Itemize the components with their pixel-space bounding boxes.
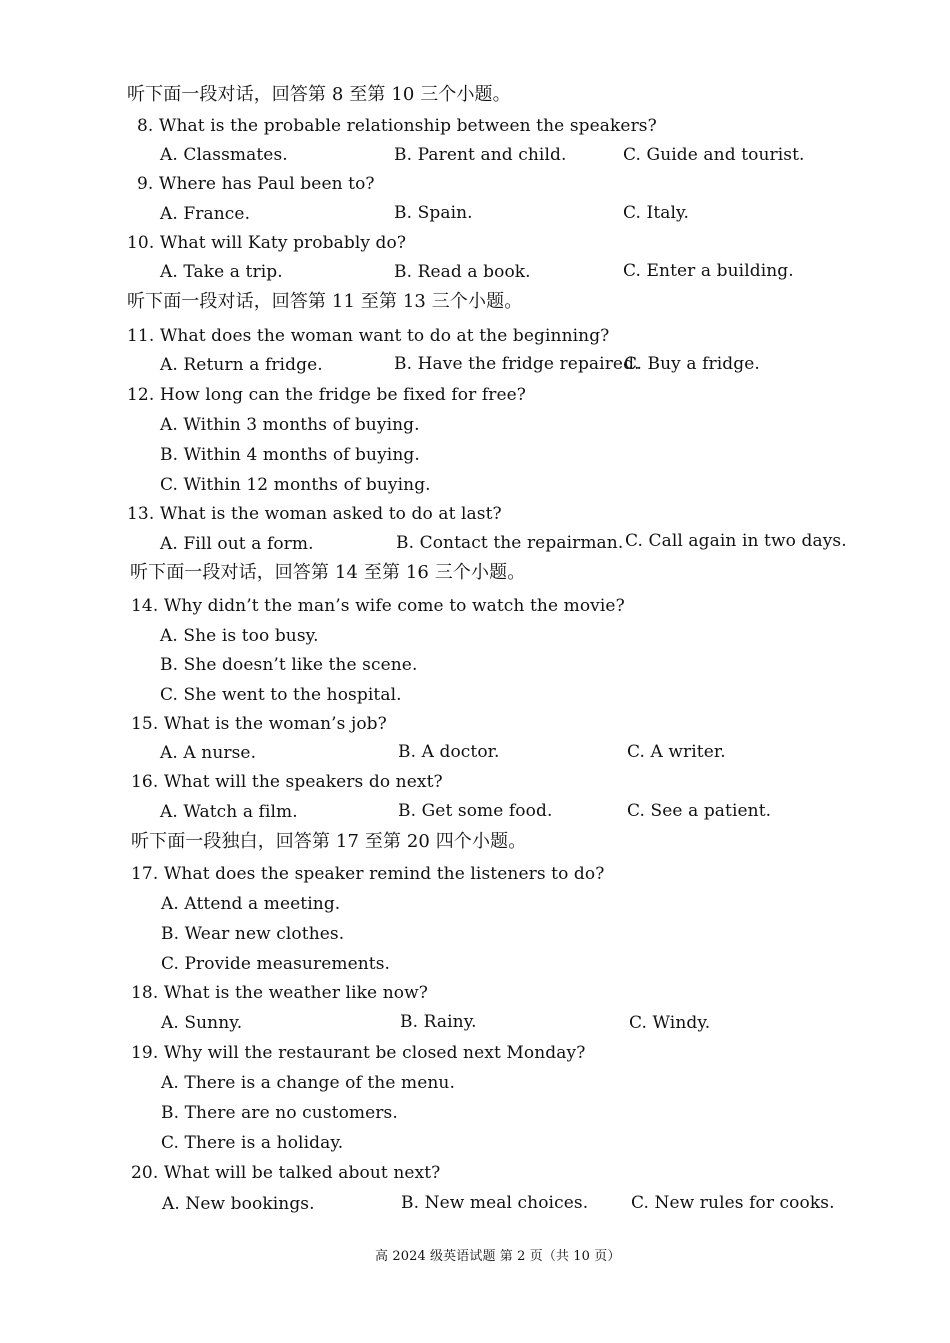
option-a: A. Attend a meeting. bbox=[161, 894, 341, 914]
option-b: B. Rainy. bbox=[400, 1012, 477, 1032]
option-c: C. See a patient. bbox=[627, 801, 772, 821]
option-c: C. Call again in two days. bbox=[625, 531, 847, 551]
option-a: A. Within 3 months of buying. bbox=[160, 415, 420, 435]
section-intro: 听下面一段对话，回答第 8 至第 10 三个小题。 bbox=[127, 84, 511, 105]
option-c: C. New rules for cooks. bbox=[631, 1193, 835, 1213]
option-b: B. Wear new clothes. bbox=[161, 924, 345, 944]
option-c: C. Windy. bbox=[629, 1013, 711, 1033]
option-a: A. Fill out a form. bbox=[160, 534, 314, 554]
option-b: B. She doesn’t like the scene. bbox=[160, 655, 418, 675]
question-stem: 14. Why didn’t the man’s wife come to watch the movie? bbox=[131, 596, 625, 616]
option-b: B. Parent and child. bbox=[394, 145, 567, 165]
question-stem: 15. What is the woman’s job? bbox=[131, 714, 387, 734]
question-stem: 17. What does the speaker remind the listeners to do? bbox=[131, 864, 605, 884]
option-b: B. Have the fridge repaired. bbox=[394, 354, 640, 374]
option-c: C. A writer. bbox=[627, 742, 726, 762]
option-c: C. Italy. bbox=[623, 203, 689, 223]
option-c: C. She went to the hospital. bbox=[160, 685, 402, 705]
option-a: A. Take a trip. bbox=[160, 262, 283, 282]
question-stem: 10. What will Katy probably do? bbox=[127, 233, 407, 253]
option-a: A. Watch a film. bbox=[160, 802, 298, 822]
option-c: C. Within 12 months of buying. bbox=[160, 475, 431, 495]
section-intro: 听下面一段独白，回答第 17 至第 20 四个小题。 bbox=[131, 831, 527, 852]
option-b: B. New meal choices. bbox=[401, 1193, 589, 1213]
option-c: C. Buy a fridge. bbox=[624, 354, 760, 374]
option-a: A. There is a change of the menu. bbox=[161, 1073, 455, 1093]
section-intro: 听下面一段对话，回答第 14 至第 16 三个小题。 bbox=[130, 562, 526, 583]
question-stem: 13. What is the woman asked to do at last? bbox=[127, 504, 502, 524]
option-c: C. Guide and tourist. bbox=[623, 145, 805, 165]
question-stem: 12. How long can the fridge be fixed for free? bbox=[127, 385, 527, 405]
page-footer: 高 2024 级英语试题 第 2 页（共 10 页） bbox=[375, 1249, 621, 1264]
option-a: A. New bookings. bbox=[162, 1194, 315, 1214]
option-b: B. There are no customers. bbox=[161, 1103, 398, 1123]
option-c: C. Enter a building. bbox=[623, 261, 794, 281]
option-a: A. Return a fridge. bbox=[160, 355, 323, 375]
option-a: A. France. bbox=[160, 204, 251, 224]
question-stem: 20. What will be talked about next? bbox=[131, 1163, 441, 1183]
section-intro: 听下面一段对话，回答第 11 至第 13 三个小题。 bbox=[127, 291, 523, 312]
option-b: B. Spain. bbox=[394, 203, 473, 223]
question-stem: 11. What does the woman want to do at the beginning? bbox=[127, 326, 610, 346]
option-c: C. There is a holiday. bbox=[161, 1133, 344, 1153]
question-stem: 8. What is the probable relationship between the speakers? bbox=[137, 116, 657, 136]
option-a: A. Sunny. bbox=[161, 1013, 243, 1033]
question-stem: 19. Why will the restaurant be closed next Monday? bbox=[131, 1043, 586, 1063]
option-b: B. Read a book. bbox=[394, 262, 531, 282]
option-b: B. A doctor. bbox=[398, 742, 500, 762]
option-b: B. Within 4 months of buying. bbox=[160, 445, 420, 465]
option-b: B. Get some food. bbox=[398, 801, 553, 821]
option-a: A. She is too busy. bbox=[160, 626, 319, 646]
question-stem: 18. What is the weather like now? bbox=[131, 983, 428, 1003]
question-stem: 16. What will the speakers do next? bbox=[131, 772, 443, 792]
option-a: A. Classmates. bbox=[160, 145, 288, 165]
option-c: C. Provide measurements. bbox=[161, 954, 391, 974]
option-a: A. A nurse. bbox=[160, 743, 257, 763]
question-stem: 9. Where has Paul been to? bbox=[137, 174, 375, 194]
option-b: B. Contact the repairman. bbox=[396, 533, 624, 553]
